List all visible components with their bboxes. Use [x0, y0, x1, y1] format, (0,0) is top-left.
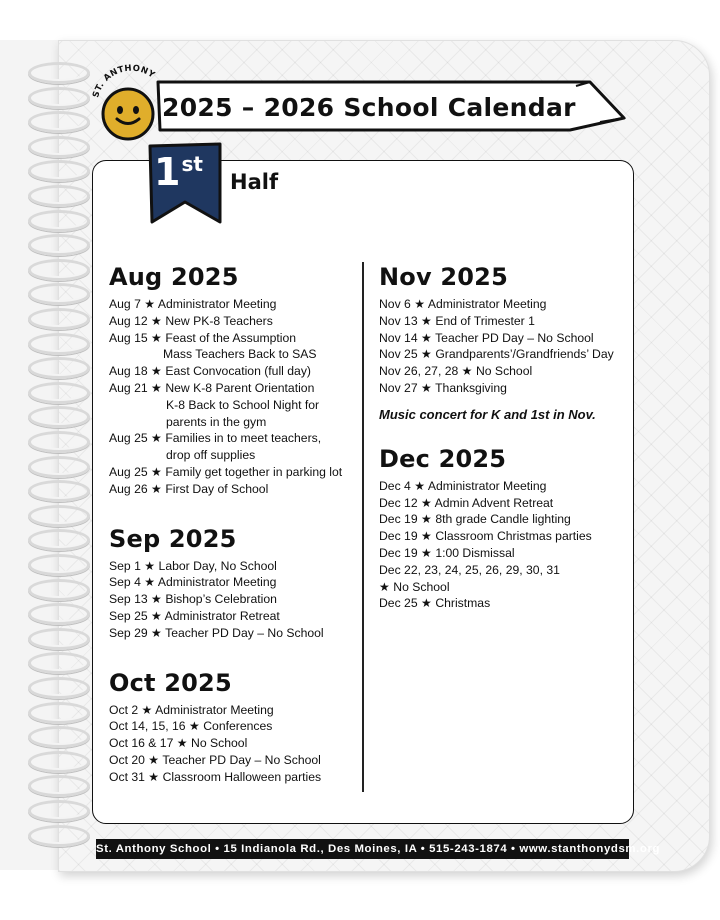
- spiral-ring: [28, 185, 90, 207]
- event-line: Nov 27 ★ Thanksgiving: [379, 380, 507, 395]
- event-line: Oct 16 & 17 ★ No School: [109, 736, 248, 751]
- column-divider: [362, 262, 364, 792]
- event-line: Dec 19 ★ 8th grade Candle lighting: [379, 512, 571, 527]
- event-line: Aug 25 ★ Families in to meet teachers,: [109, 431, 322, 446]
- spiral-ring: [28, 87, 90, 109]
- spiral-ring: [28, 406, 90, 428]
- spiral-ring: [28, 529, 90, 551]
- spiral-ring: [28, 259, 90, 281]
- footer-contact-bar: St. Anthony School • 15 Indianola Rd., Des Moines, IA • 515-243-1874 • www.stanthonydsm.org: [96, 839, 629, 859]
- spiral-ring: [28, 702, 90, 724]
- event-line: Aug 12 ★ New PK-8 Teachers: [109, 313, 273, 328]
- spiral-ring: [28, 111, 90, 133]
- event-line: Dec 25 ★ Christmas: [379, 596, 491, 611]
- page-title: 2025 – 2026 School Calendar: [162, 93, 576, 122]
- event-line: Dec 22, 23, 24, 25, 26, 29, 30, 31: [379, 562, 560, 577]
- spiral-ring: [28, 775, 90, 797]
- ribbon-number: 1st: [154, 150, 203, 194]
- spiral-ring: [28, 726, 90, 748]
- spiral-ring: [28, 751, 90, 773]
- spiral-ring: [28, 431, 90, 453]
- spiral-ring: [28, 505, 90, 527]
- spiral-ring: [28, 800, 90, 822]
- event-line: Nov 25 ★ Grandparents’/Grandfriends’ Day: [379, 347, 614, 362]
- event-line: Oct 14, 15, 16 ★ Conferences: [109, 719, 273, 734]
- month-aug: [109, 262, 359, 498]
- event-line: Sep 29 ★ Teacher PD Day – No School: [109, 625, 324, 640]
- svg-text:ST. ANTHONY: ST. ANTHONY: [91, 63, 157, 99]
- event-line: Aug 7 ★ Administrator Meeting: [109, 297, 277, 311]
- month-title: Dec 2025: [379, 444, 507, 473]
- event-line: drop off supplies: [166, 448, 256, 463]
- event-line: Oct 20 ★ Teacher PD Day – No School: [109, 752, 321, 767]
- spiral-ring: [28, 628, 90, 650]
- spiral-ring: [28, 382, 90, 404]
- event-line: K-8 Back to School Night for: [166, 397, 320, 412]
- month-title: Aug 2025: [109, 263, 239, 291]
- spiral-ring: [28, 652, 90, 674]
- month-sep: [109, 524, 359, 642]
- spiral-ring: [28, 62, 90, 84]
- event-line: Aug 15 ★ Feast of the Assumption: [109, 330, 297, 345]
- event-line: parents in the gym: [166, 414, 267, 429]
- spiral-ring: [28, 308, 90, 330]
- event-line: Nov 26, 27, 28 ★ No School: [379, 364, 533, 379]
- month-nov: [379, 262, 629, 424]
- left-column: [109, 262, 359, 786]
- event-line: Nov 6 ★ Administrator Meeting: [379, 297, 547, 311]
- month-oct: [109, 668, 359, 786]
- event-line: Dec 4 ★ Administrator Meeting: [379, 478, 547, 493]
- right-column: [379, 262, 629, 612]
- event-line: Nov 14 ★ Teacher PD Day – No School: [379, 330, 594, 345]
- spiral-ring: [28, 333, 90, 355]
- spiral-ring: [28, 234, 90, 256]
- event-line: Oct 31 ★ Classroom Halloween parties: [109, 769, 322, 784]
- spiral-binding: [28, 62, 88, 862]
- spiral-ring: [28, 357, 90, 379]
- music-concert-note: Music concert for K and 1st in Nov.: [379, 406, 596, 422]
- spiral-ring: [28, 677, 90, 699]
- event-line: Aug 26 ★ First Day of School: [109, 481, 269, 496]
- event-line: ★ No School: [379, 579, 450, 594]
- event-line: Aug 25 ★ Family get together in parking lot: [109, 464, 343, 479]
- spiral-ring: [28, 136, 90, 158]
- spiral-ring: [28, 480, 90, 502]
- event-line: Dec 19 ★ Classroom Christmas parties: [379, 529, 592, 544]
- event-line: Sep 13 ★ Bishop’s Celebration: [109, 592, 277, 607]
- event-line: Sep 25 ★ Administrator Retreat: [109, 608, 280, 623]
- event-line: Mass Teachers Back to SAS: [163, 347, 317, 362]
- half-label: Half: [230, 170, 279, 194]
- spiral-ring: [28, 283, 90, 305]
- event-line: Dec 19 ★ 1:00 Dismissal: [379, 545, 515, 560]
- event-line: Dec 12 ★ Admin Advent Retreat: [379, 495, 554, 510]
- spiral-ring: [28, 456, 90, 478]
- smiley-mascot-icon: [100, 86, 156, 142]
- spiral-ring: [28, 825, 90, 847]
- month-title: Nov 2025: [379, 263, 508, 291]
- month-dec: [379, 444, 629, 612]
- event-line: Sep 1 ★ Labor Day, No School: [109, 558, 277, 573]
- event-line: Sep 4 ★ Administrator Meeting: [109, 575, 277, 590]
- event-line: Aug 18 ★ East Convocation (full day): [109, 364, 311, 379]
- event-line: Nov 13 ★ End of Trimester 1: [379, 313, 535, 328]
- month-title: Sep 2025: [109, 524, 237, 553]
- event-line: Aug 21 ★ New K-8 Parent Orientation: [109, 380, 315, 395]
- spiral-ring: [28, 210, 90, 232]
- spiral-ring: [28, 160, 90, 182]
- event-line: Oct 2 ★ Administrator Meeting: [109, 702, 274, 717]
- spiral-ring: [28, 554, 90, 576]
- month-title: Oct 2025: [109, 668, 232, 697]
- spiral-ring: [28, 603, 90, 625]
- spiral-ring: [28, 579, 90, 601]
